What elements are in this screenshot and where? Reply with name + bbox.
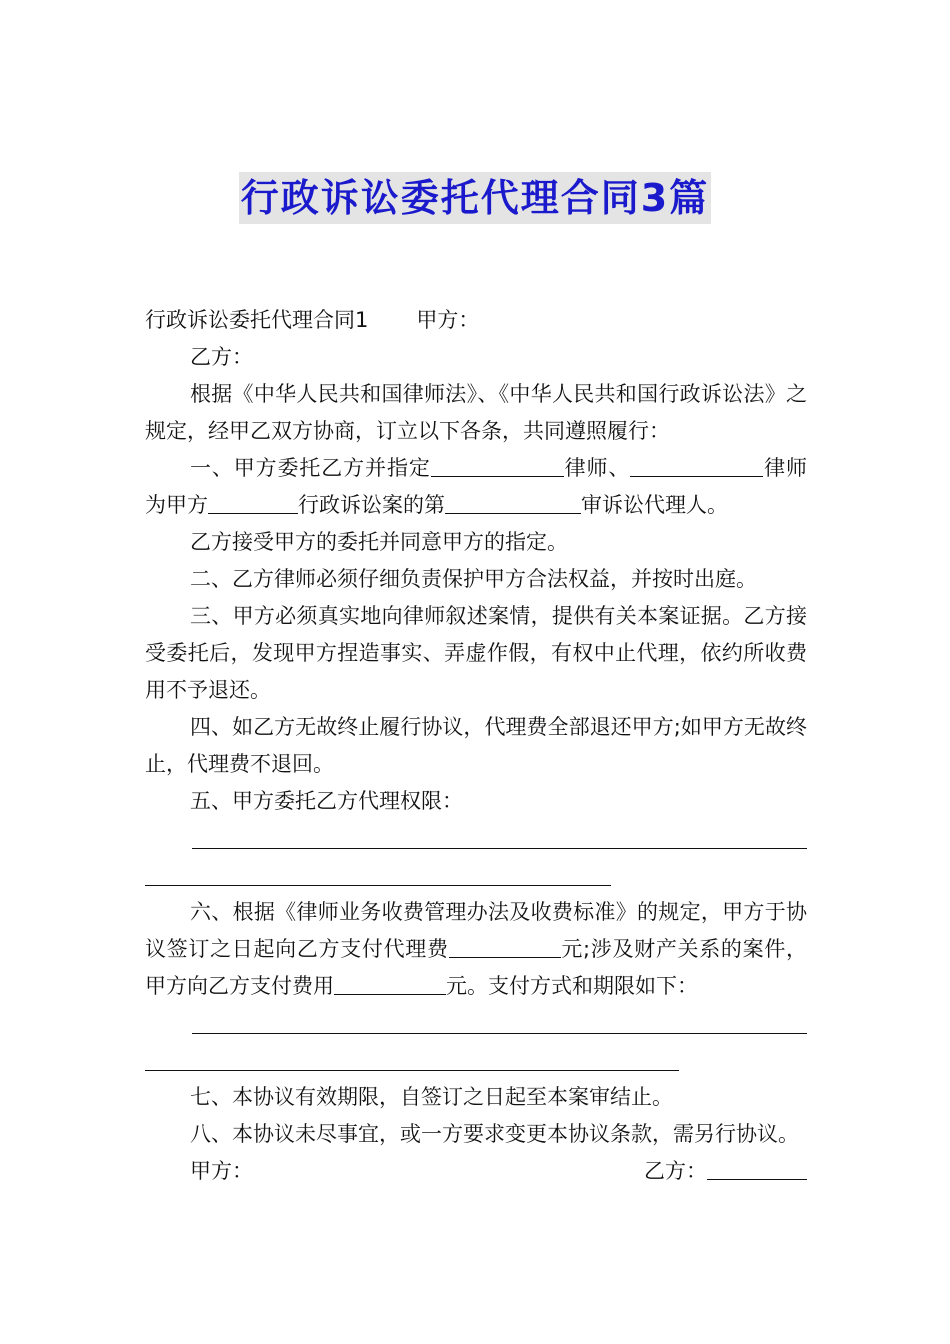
- clause-1-text-e: 审诉讼代理人。: [581, 493, 728, 517]
- fee-blank[interactable]: [449, 935, 561, 958]
- clause-1-text-c: 律师为甲方: [145, 456, 808, 517]
- clause-1: [145, 450, 807, 524]
- party-b-label: 乙方：: [190, 345, 253, 369]
- clause-8: 八、本协议未尽事宜，或一方要求变更本协议条款，需另行协议。: [190, 1122, 799, 1146]
- authority-fill-line-1[interactable]: [145, 820, 807, 857]
- case-name-blank[interactable]: [208, 491, 298, 514]
- signature-party-a: 甲方：: [190, 1159, 253, 1183]
- intro-paragraph: 根据《中华人民共和国律师法》、《中华人民共和国行政诉讼法》之规定，经甲乙双方协商，订立以下各条，共同遵照履行：: [145, 382, 807, 443]
- title-container: [0, 172, 950, 224]
- clause-5: 五、甲方委托乙方代理权限：: [190, 789, 463, 813]
- clause-6-text-c: 元。支付方式和期限如下：: [446, 974, 698, 998]
- clause-6-text-b: 元;涉及财产关系的案件，甲方向乙方支付费用: [145, 937, 808, 998]
- clause-1-text-d: 行政诉讼案的第: [298, 493, 445, 517]
- party-b-signature-blank[interactable]: [707, 1157, 807, 1180]
- clause-2: 二、乙方律师必须仔细负责保护甲方合法权益，并按时出庭。: [190, 567, 757, 591]
- signature-party-b: 乙方：: [644, 1159, 707, 1183]
- heading-line: [145, 302, 807, 339]
- lawyer-1-blank[interactable]: [431, 454, 564, 477]
- signature-row: [145, 1153, 807, 1190]
- clause-4: 四、如乙方无故终止履行协议，代理费全部退还甲方;如甲方无故终止，代理费不退回。: [145, 715, 807, 776]
- clause-1-text-b: 律师、: [563, 456, 631, 480]
- clause-3: 三、甲方必须真实地向律师叙述案情，提供有关本案证据。乙方接受委托后，发现甲方捏造事实、弄虚作假，有权中止代理，依约所收费用不予退还。: [145, 604, 807, 702]
- payment-fill-line-2[interactable]: [145, 1042, 807, 1079]
- property-fee-blank[interactable]: [334, 972, 446, 995]
- clause-1-accept: 乙方接受甲方的委托并同意甲方的指定。: [190, 530, 568, 554]
- party-a-label: 甲方：: [416, 308, 480, 332]
- clause-7: 七、本协议有效期限，自签订之日起至本案审结止。: [190, 1085, 673, 1109]
- party-b-line: [145, 339, 807, 376]
- payment-fill-line-1[interactable]: [145, 1005, 807, 1042]
- signature-party-b-group: [644, 1153, 807, 1190]
- clause-6-text-a: 六、根据《律师业务收费管理办法及收费标准》的规定，甲方于协议签订之日起向乙方支付代理费: [145, 900, 807, 961]
- clause-6: [145, 894, 807, 1005]
- clause-1-text-a: 一、甲方委托乙方并指定: [190, 456, 431, 480]
- document-body: [145, 302, 807, 1190]
- document-title: 行政诉讼委托代理合同3篇: [239, 172, 711, 224]
- contract-heading: 行政诉讼委托代理合同1: [145, 308, 369, 332]
- authority-fill-line-2[interactable]: [145, 857, 807, 894]
- lawyer-2-blank[interactable]: [630, 454, 763, 477]
- instance-blank[interactable]: [445, 491, 581, 514]
